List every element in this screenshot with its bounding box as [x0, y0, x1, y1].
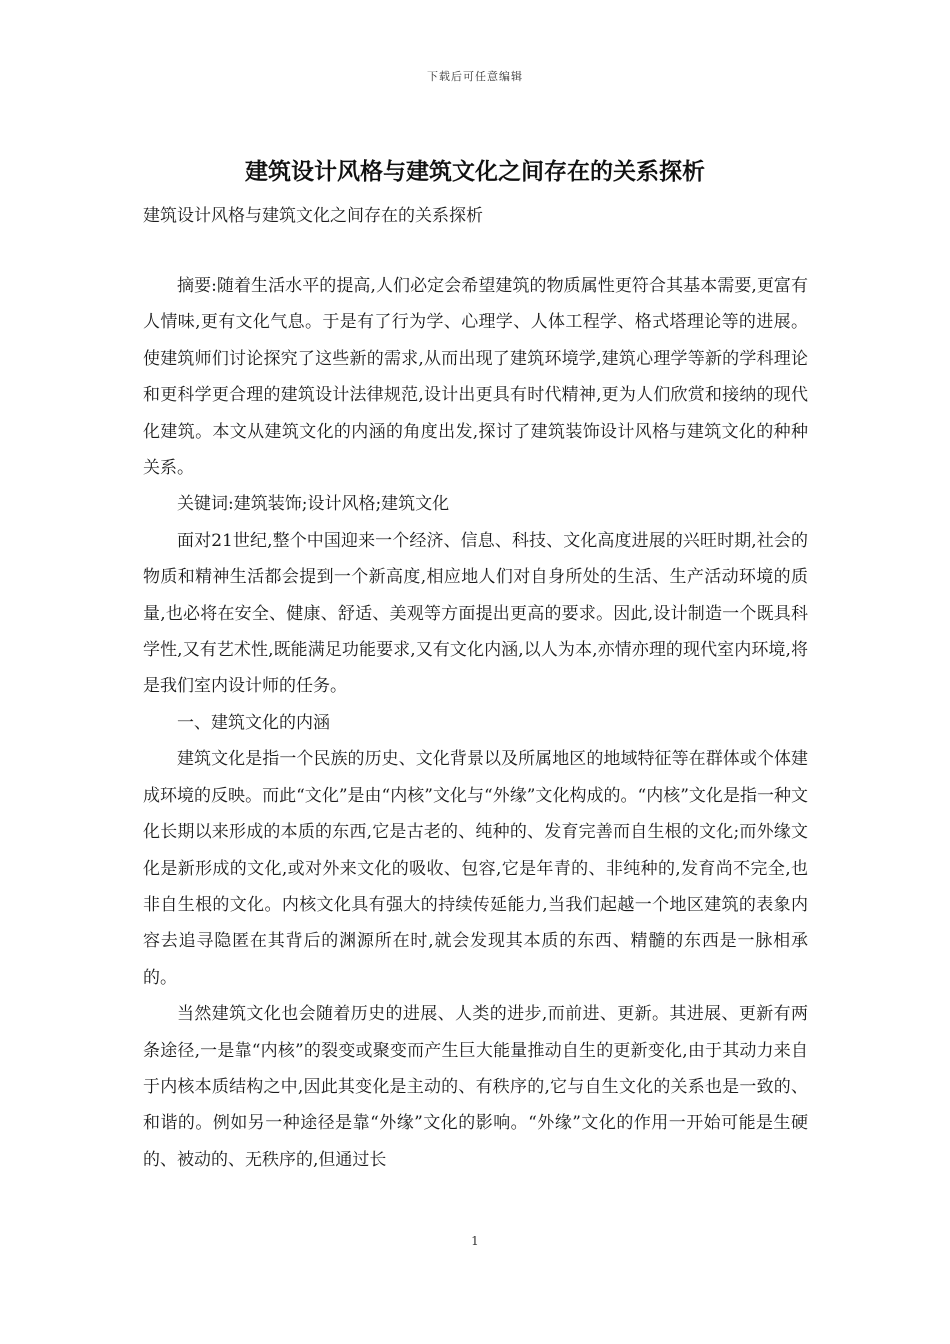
document-title: 建筑设计风格与建筑文化之间存在的关系探析 — [245, 158, 705, 185]
body-paragraph: 当然建筑文化也会随着历史的进展、人类的进步,而前进、更新。其进展、更新有两条途径,一是靠“内核”的裂变或聚变而产生巨大能量推动自生的更新变化,由于其动力来自于内核本质结构之中,因此其变化是主动的、有秩序的,它与自生文化的关系也是一致的、和谐的。例如另一种途径是靠“外缘”文化的影响。“外缘”文化的作用一开始可能是生硬的、被动的、无秩序的,但通过长 — [143, 1004, 808, 1170]
body-paragraph: 建筑文化是指一个民族的历史、文化背景以及所属地区的地域特征等在群体或个体建成环境的反映。而此“文化”是由“内核”文化与“外缘”文化构成的。“内核”文化是指一种文化长期以来形成的本质的东西,它是古老的、纯种的、发育完善而自生根的文化;而外缘文化是新形成的文化,或对外来文化的吸收、包容,它是年青的、非纯种的,发育尚不完全,也非自生根的文化。内核文化具有强大的持续传延能力,当我们起越一个地区建筑的表象内容去追寻隐匿在其背后的渊源所在时,就会发现其本质的东西、精髓的东西是一脉相承的。 — [143, 749, 808, 988]
intro-paragraph: 面对21世纪,整个中国迎来一个经济、信息、科技、文化高度进展的兴旺时期,社会的物质和精神生活都会提到一个新高度,相应地人们对自身所处的生活、生产活动环境的质量,也必将在安全、健康、舒适、美观等方面提出更高的要求。因此,设计制造一个既具科学性,又有艺术性,既能满足功能要求,又有文化内涵,以人为本,亦情亦理的现代室内环境,将是我们室内设计师的任务。 — [143, 530, 808, 697]
section-heading: 一、建筑文化的内涵 — [177, 712, 330, 733]
document-subtitle: 建筑设计风格与建筑文化之间存在的关系探析 — [143, 206, 483, 226]
keywords-paragraph: 关键词:建筑装饰;设计风格;建筑文化 — [177, 494, 450, 515]
document-body — [143, 268, 808, 1178]
page-header-note: 下载后可任意编辑 — [427, 70, 523, 83]
abstract-paragraph: 摘要:随着生活水平的提高,人们必定会希望建筑的物质属性更符合其基本需要,更富有人情味,更有文化气息。于是有了行为学、心理学、人体工程学、格式塔理论等的进展。使建筑师们讨论探究了这些新的需求,从而出现了建筑环境学,建筑心理学等新的学科理论和更科学更合理的建筑设计法律规范,设计出更具有时代精神,更为人们欣赏和接纳的现代化建筑。本文从建筑文化的内涵的角度出发,探讨了建筑装饰设计风格与建筑文化的种种关系。 — [143, 276, 808, 479]
page-number: 1 — [471, 1234, 479, 1248]
